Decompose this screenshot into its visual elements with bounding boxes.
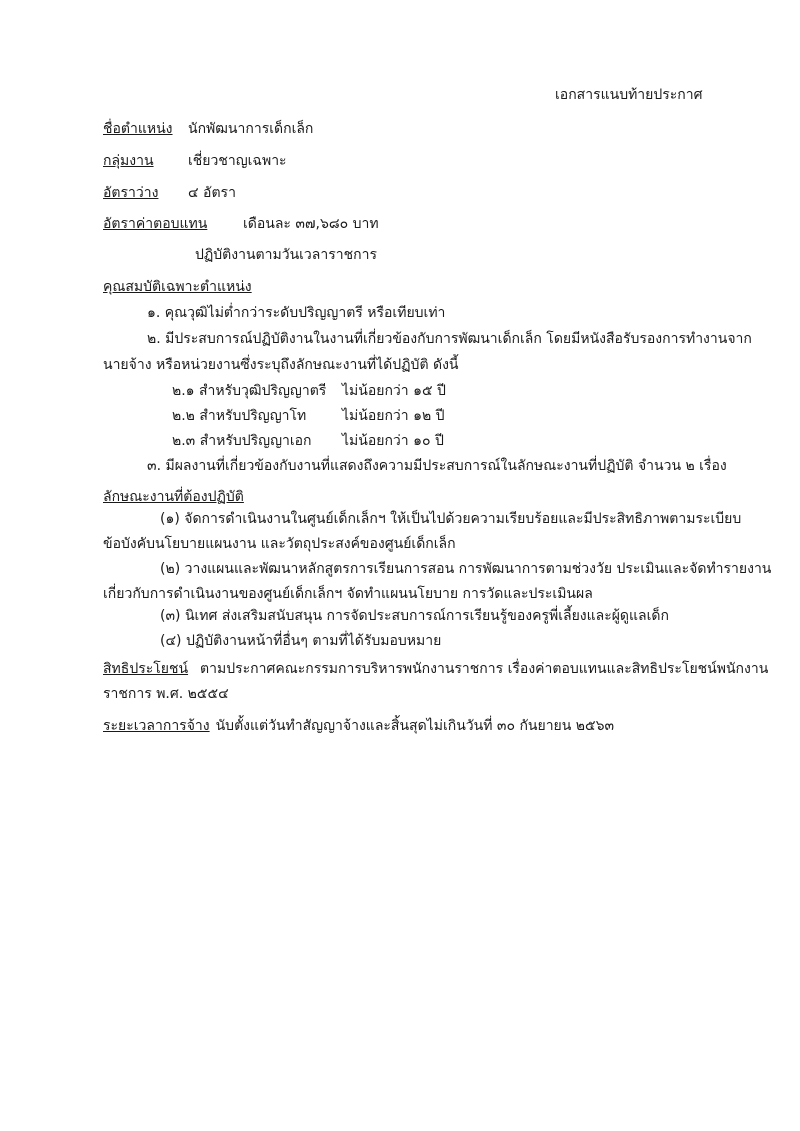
pay-row bbox=[103, 214, 379, 234]
subitem-label: ๒.๓ สำหรับปริญญาเอก bbox=[172, 433, 312, 449]
duty-item-cont: ข้อบังคับนโยบายแผนงาน และวัตถุประสงค์ของศูนย์เด็กเล็ก bbox=[103, 536, 456, 552]
duty-item-cont: เกี่ยวกับการดำเนินงานของศูนย์เด็กเล็กฯ จัดทำแผนนโยบาย การวัดและประเมินผล bbox=[103, 586, 593, 602]
duties-heading: ลักษณะงานที่ต้องปฏิบัติ bbox=[103, 489, 244, 505]
term-value: นับตั้งแต่วันทำสัญญาจ้างและสิ้นสุดไม่เกินวันที่ ๓๐ กันยายน ๒๕๖๓ bbox=[215, 718, 615, 734]
qualification-item: ๑. คุณวุฒิไม่ต่ำกว่าระดับปริญญาตรี หรือเทียบเท่า bbox=[147, 305, 446, 321]
subitem-value: ไม่น้อยกว่า ๑๐ ปี bbox=[342, 433, 444, 449]
qualification-item-cont: นายจ้าง หรือหน่วยงานซึ่งระบุถึงลักษณะงานที่ได้ปฏิบัติ ดังนี้ bbox=[103, 357, 459, 373]
qualifications-heading: คุณสมบัติเฉพาะตำแหน่ง bbox=[103, 279, 252, 295]
subitem-label: ๒.๑ สำหรับวุฒิปริญญาตรี bbox=[172, 383, 327, 399]
duty-item: (๒) วางแผนและพัฒนาหลักสูตรการเรียนการสอน การพัฒนาการตามช่วงวัย ประเมินและจัดทำรายงาน bbox=[160, 561, 772, 577]
subitem-value: ไม่น้อยกว่า ๑๕ ปี bbox=[342, 383, 446, 399]
subitem-label: ๒.๒ สำหรับปริญญาโท bbox=[172, 408, 307, 424]
position-row bbox=[103, 119, 313, 139]
term-row bbox=[103, 716, 614, 736]
benefits-row bbox=[103, 659, 768, 679]
pay-hours: ปฏิบัติงานตามวันเวลาราชการ bbox=[195, 247, 377, 263]
duty-item: (๑) จัดการดำเนินงานในศูนย์เด็กเล็กฯ ให้เป็นไปด้วยความเรียบร้อยและมีประสิทธิภาพตามระเบียบ bbox=[160, 511, 742, 527]
vacancy-value: ๔ อัตรา bbox=[188, 185, 236, 201]
position-label: ชื่อตำแหน่ง bbox=[103, 121, 173, 137]
position-value: นักพัฒนาการเด็กเล็ก bbox=[188, 121, 314, 137]
group-value: เชี่ยวชาญเฉพาะ bbox=[188, 153, 287, 169]
group-label: กลุ่มงาน bbox=[103, 153, 154, 169]
qualification-item: ๓. มีผลงานที่เกี่ยวข้องกับงานที่แสดงถึงความมีประสบการณ์ในลักษณะงานที่ปฏิบัติ จำนวน ๒ เรื่อง bbox=[147, 458, 727, 474]
header-note: เอกสารแนบท้ายประกาศ bbox=[555, 87, 703, 103]
benefits-cont: ราชการ พ.ศ. ๒๕๕๔ bbox=[103, 686, 229, 702]
vacancy-label: อัตราว่าง bbox=[103, 185, 159, 201]
qualification-subitem bbox=[172, 431, 444, 451]
duty-item: (๓) นิเทศ ส่งเสริมสนับสนุน การจัดประสบการณ์การเรียนรู้ของครูพี่เลี้ยงและผู้ดูแลเด็ก bbox=[160, 608, 669, 624]
benefits-value: ตามประกาศคณะกรรมการบริหารพนักงานราชการ เรื่องค่าตอบแทนและสิทธิประโยชน์พนักงาน bbox=[200, 661, 769, 677]
term-label: ระยะเวลาการจ้าง bbox=[103, 718, 210, 734]
qualification-subitem bbox=[172, 406, 445, 426]
duty-item: (๔) ปฏิบัติงานหน้าที่อื่นๆ ตามที่ได้รับมอบหมาย bbox=[160, 633, 442, 649]
pay-value: เดือนละ ๓๗,๖๘๐ บาท bbox=[243, 216, 379, 232]
pay-label: อัตราค่าตอบแทน bbox=[103, 216, 208, 232]
qualification-item: ๒. มีประสบการณ์ปฏิบัติงานในงานที่เกี่ยวข้องกับการพัฒนาเด็กเล็ก โดยมีหนังสือรับรองการทำงานจาก bbox=[147, 331, 752, 347]
subitem-value: ไม่น้อยกว่า ๑๒ ปี bbox=[342, 408, 445, 424]
vacancy-row bbox=[103, 183, 236, 203]
benefits-label: สิทธิประโยชน์ bbox=[103, 661, 189, 677]
group-row bbox=[103, 151, 287, 171]
qualification-subitem bbox=[172, 381, 446, 401]
